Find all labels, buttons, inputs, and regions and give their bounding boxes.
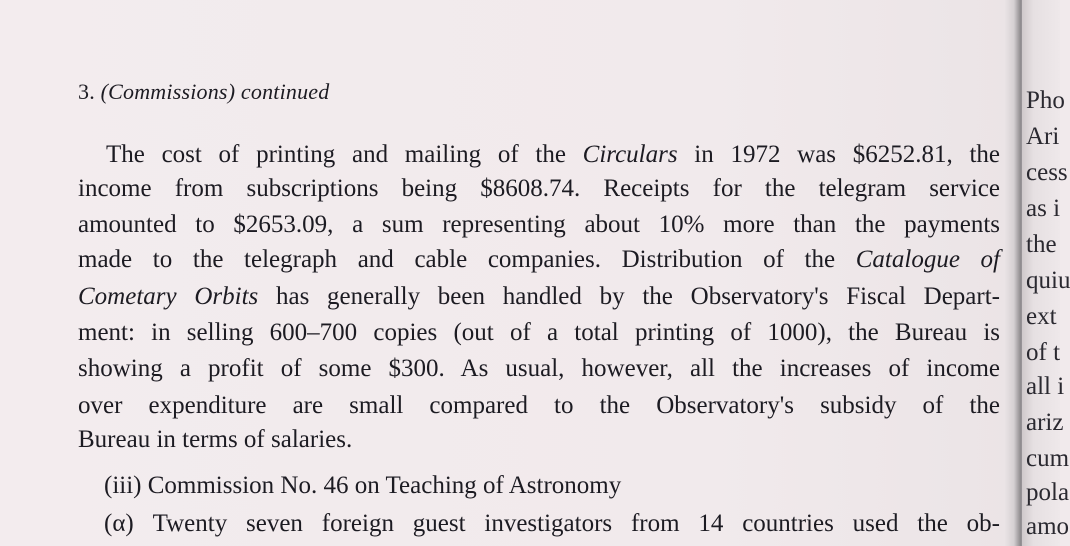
paragraph-line: Cometary Orbits has generally been handled by the Observatory's Fiscal Depart-: [78, 283, 1000, 310]
facing-page-fragment: the: [1026, 231, 1057, 258]
facing-page-fragment: of t: [1026, 339, 1061, 366]
facing-page-fragment: amo: [1026, 513, 1070, 540]
facing-page-fragment: ext: [1026, 303, 1057, 330]
facing-page-fragment: cum: [1026, 445, 1070, 472]
section-title: (Commissions) continued: [100, 79, 330, 104]
facing-page-fragment: Pho: [1026, 87, 1065, 114]
paragraph-line: amounted to $2653.09, a sum representing about 10% more than the payments: [78, 211, 1000, 238]
list-item-alpha: (α) Twenty seven foreign guest investigators from 14 countries used the ob-: [104, 510, 1000, 537]
paragraph-line: made to the telegraph and cable companies. Distribution of the Catalogue of: [78, 246, 1001, 273]
paragraph-line: ment: in selling 600–700 copies (out of a total printing of 1000), the Bureau is: [78, 319, 1000, 346]
facing-page: [1022, 0, 1070, 546]
facing-page-fragment: pola: [1026, 479, 1070, 506]
facing-page-fragment: quiu: [1026, 267, 1070, 294]
facing-page-fragment: ariz: [1026, 409, 1064, 436]
subsection-heading: (iii) Commission No. 46 on Teaching of Astronomy: [104, 472, 622, 499]
facing-page-fragment: as i: [1026, 195, 1061, 222]
facing-page-fragment: cess: [1026, 159, 1068, 186]
paragraph-line: showing a profit of some $300. As usual, however, all the increases of income: [78, 355, 1000, 382]
facing-page-fragment: Ari: [1026, 123, 1060, 150]
paragraph-line: Bureau in terms of salaries.: [78, 426, 353, 453]
paragraph-line: over expenditure are small compared to the Observatory's subsidy of the: [78, 392, 1000, 419]
section-number: 3.: [78, 79, 95, 104]
paragraph-line: The cost of printing and mailing of the Circulars in 1972 was $6252.81, the: [106, 141, 1000, 168]
section-heading: [78, 79, 329, 105]
paragraph-line: income from subscriptions being $8608.74. Receipts for the telegram service: [78, 175, 1000, 202]
facing-page-fragment: all i: [1026, 373, 1065, 400]
